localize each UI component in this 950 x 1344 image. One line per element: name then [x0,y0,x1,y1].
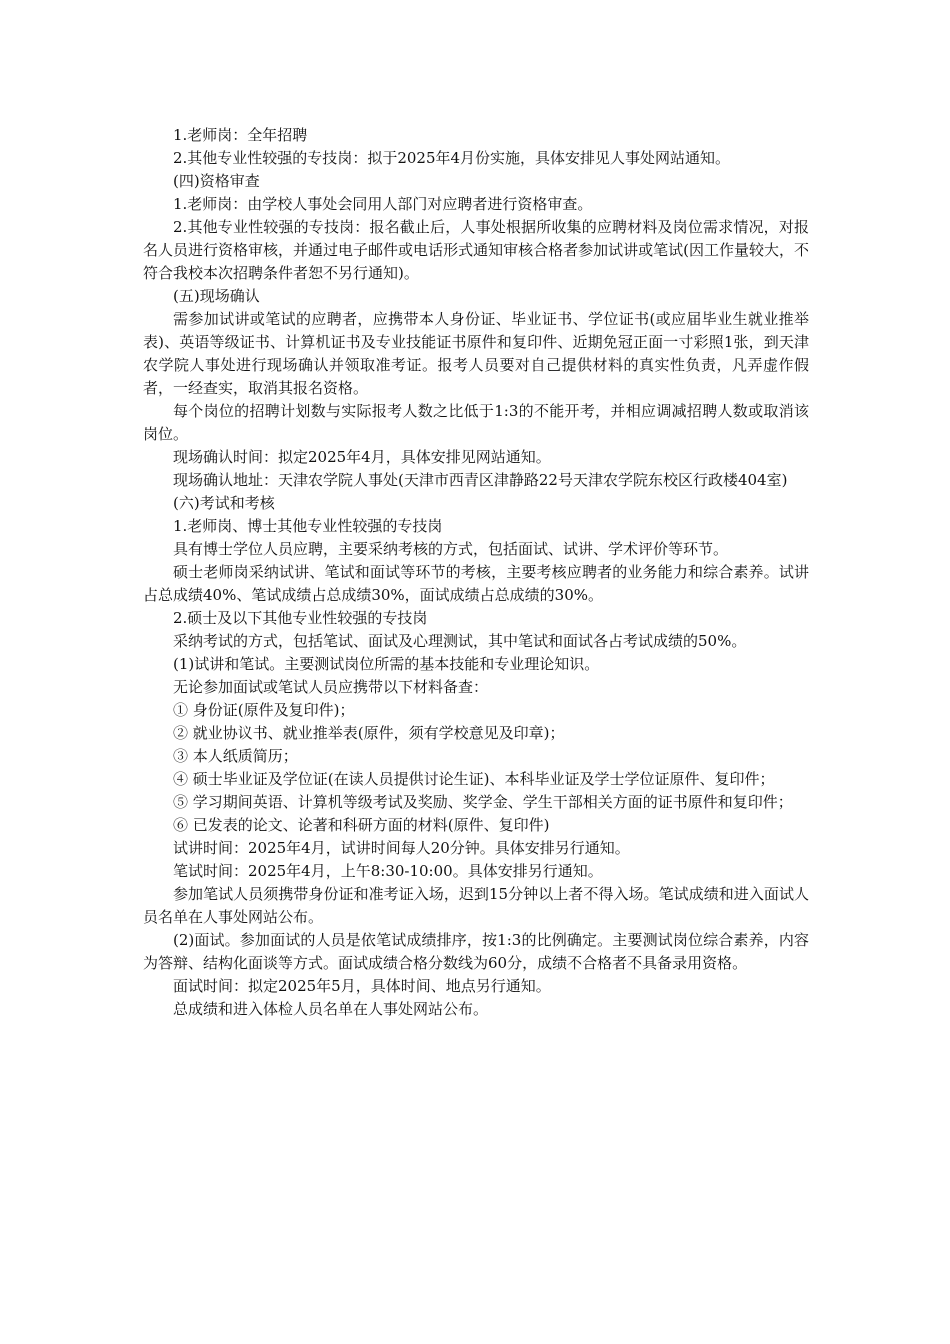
paragraph: 试讲时间：2025年4月，试讲时间每人20分钟。具体安排另行通知。 [173,839,630,857]
paragraph: 笔试时间：2025年4月，上午8:30-10:00。具体安排另行通知。 [173,862,603,880]
paragraph: 2.硕士及以下其他专业性较强的专技岗 [173,609,428,627]
paragraph: 采纳考试的方式，包括笔试、面试及心理测试，其中笔试和面试各占考试成绩的50%。 [173,632,747,650]
list-item: ① 身份证(原件及复印件)； [173,701,355,719]
paragraph: 硕士老师岗采纳试讲、笔试和面试等环节的考核，主要考核应聘者的业务能力和综合素养。试讲占总成绩40%、笔试成绩占总成绩30%，面试成绩占总成绩的30%。 [143,563,809,604]
section-heading: (四)资格审查 [173,172,260,190]
list-item: ② 就业协议书、就业推举表(原件，须有学校意见及印章)； [173,724,565,742]
paragraph: (1)试讲和笔试。主要测试岗位所需的基本技能和专业理论知识。 [173,655,600,673]
list-item: ⑥ 已发表的论文、论著和科研方面的材料(原件、复印件) [173,816,550,834]
paragraph: 1.老师岗、博士其他专业性较强的专技岗 [173,517,443,535]
paragraph: 参加笔试人员须携带身份证和准考证入场，迟到15分钟以上者不得入场。笔试成绩和进入面试人员名单在人事处网站公布。 [143,885,809,926]
paragraph: 无论参加面试或笔试人员应携带以下材料备查： [173,678,489,696]
section-heading: (六)考试和考核 [173,494,275,512]
paragraph: 现场确认时间：拟定2025年4月，具体安排见网站通知。 [173,448,551,466]
document-body [143,124,809,1021]
list-item: ④ 硕士毕业证及学位证(在读人员提供讨论生证)、本科毕业证及学士学位证原件、复印件； [173,770,775,788]
paragraph: 2.其他专业性较强的专技岗：报名截止后，人事处根据所收集的应聘材料及岗位需求情况，对报名人员进行资格审核，并通过电子邮件或电话形式通知审核合格者参加试讲或笔试(因工作量较大，不符合我校本次招聘条件者恕不另行通知)。 [143,218,809,282]
list-item: ③ 本人纸质简历； [173,747,298,765]
paragraph: 每个岗位的招聘计划数与实际报考人数之比低于1:3的不能开考，并相应调减招聘人数或取消该岗位。 [143,402,809,443]
section-heading: (五)现场确认 [173,287,260,305]
paragraph: 面试时间：拟定2025年5月，具体时间、地点另行通知。 [173,977,551,995]
list-item: ⑤ 学习期间英语、计算机等级考试及奖励、奖学金、学生干部相关方面的证书原件和复印件； [173,793,793,811]
paragraph: (2)面试。参加面试的人员是依笔试成绩排序，按1:3的比例确定。主要测试岗位综合素养，内容为答辩、结构化面谈等方式。面试成绩合格分数线为60分，成绩不合格者不具备录用资格。 [143,931,809,972]
paragraph: 需参加试讲或笔试的应聘者，应携带本人身份证、毕业证书、学位证书(或应届毕业生就业推举表)、英语等级证书、计算机证书及专业技能证书原件和复印件、近期免冠正面一寸彩照1张，到天津农学院人事处进行现场确认并领取准考证。报考人员要对自己提供材料的真实性负责，凡弄虚作假者，一经查实，取消其报名资格。 [143,310,809,397]
paragraph: 2.其他专业性较强的专技岗：拟于2025年4月份实施，具体安排见人事处网站通知。 [173,149,731,167]
paragraph: 1.老师岗：由学校人事处会同用人部门对应聘者进行资格审查。 [173,195,593,213]
paragraph: 总成绩和进入体检人员名单在人事处网站公布。 [173,1000,489,1018]
paragraph: 现场确认地址：天津农学院人事处(天津市西青区津静路22号天津农学院东校区行政楼404室) [173,471,788,489]
paragraph: 1.老师岗：全年招聘 [173,126,308,144]
paragraph: 具有博士学位人员应聘，主要采纳考核的方式，包括面试、试讲、学术评价等环节。 [173,540,729,558]
